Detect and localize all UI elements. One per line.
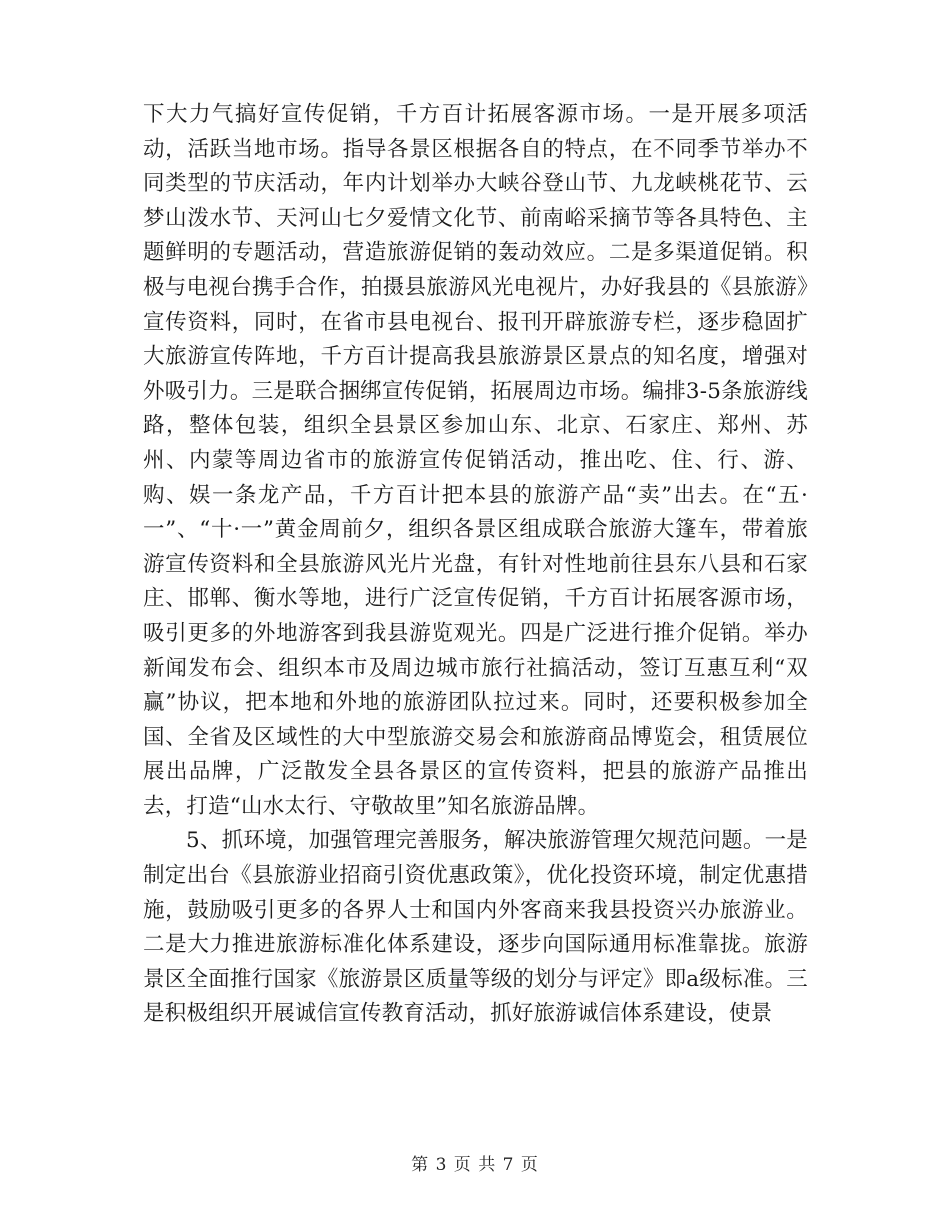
page-number-footer: 第 3 页 共 7 页 — [411, 1155, 539, 1175]
document-body — [143, 98, 808, 1032]
paragraph-promotion: 下大力气搞好宣传促销，千方百计拓展客源市场。一是开展多项活动，活跃当地市场。指导各景区根据各自的特点，在不同季节举办不同类型的节庆活动，年内计划举办大峡谷登山节、九龙峡桃花节、云梦山泼水节、天河山七夕爱情文化节、前南峪采摘节等各具特色、主题鲜明的专题活动，营造旅游促销的轰动效应。二是多渠道促销。积极与电视台携手合作，拍摄县旅游风光电视片，办好我县的《县旅游》宣传资料，同时，在省市县电视台、报刊开辟旅游专栏，逐步稳固扩大旅游宣传阵地，千方百计提高我县旅游景区景点的知名度，增强对外吸引力。三是联合捆绑宣传促销，拓展周边市场。编排3-5条旅游线路，整体包装，组织全县景区参加山东、北京、石家庄、郑州、苏州、内蒙等周边省市的旅游宣传促销活动，推出吃、住、行、游、购、娱一条龙产品，千方百计把本县的旅游产品“卖”出去。在“五·一”、“十·一”黄金周前夕，组织各景区组成联合旅游大篷车，带着旅游宣传资料和全县旅游风光片光盘，有针对性地前往县东八县和石家庄、邯郸、衡水等地，进行广泛宣传促销，千方百计拓展客源市场，吸引更多的外地游客到我县游览观光。四是广泛进行推介促销。举办新闻发布会、组织本市及周边城市旅行社搞活动，签订互惠互利“双赢”协议，把本地和外地的旅游团队拉过来。同时，还要积极参加全国、全省及区域性的大中型旅游交易会和旅游商品博览会，租赁展位展出品牌，广泛散发全县各景区的宣传资料，把县的旅游产品推出去，打造“山水太行、守敬故里”知名旅游品牌。 — [143, 102, 808, 819]
paragraph-environment: 5、抓环境，加强管理完善服务，解决旅游管理欠规范问题。一是制定出台《县旅游业招商引资优惠政策》，优化投资环境，制定优惠措施，鼓励吸引更多的各界人士和国内外客商来我县投资兴办旅游业。二是大力推进旅游标准化体系建设，逐步向国际通用标准靠拢。旅游景区全面推行国家《旅游景区质量等级的划分与评定》即a级标准。三是积极组织开展诚信宣传教育活动，抓好旅游诚信体系建设，使景 — [143, 828, 808, 1027]
